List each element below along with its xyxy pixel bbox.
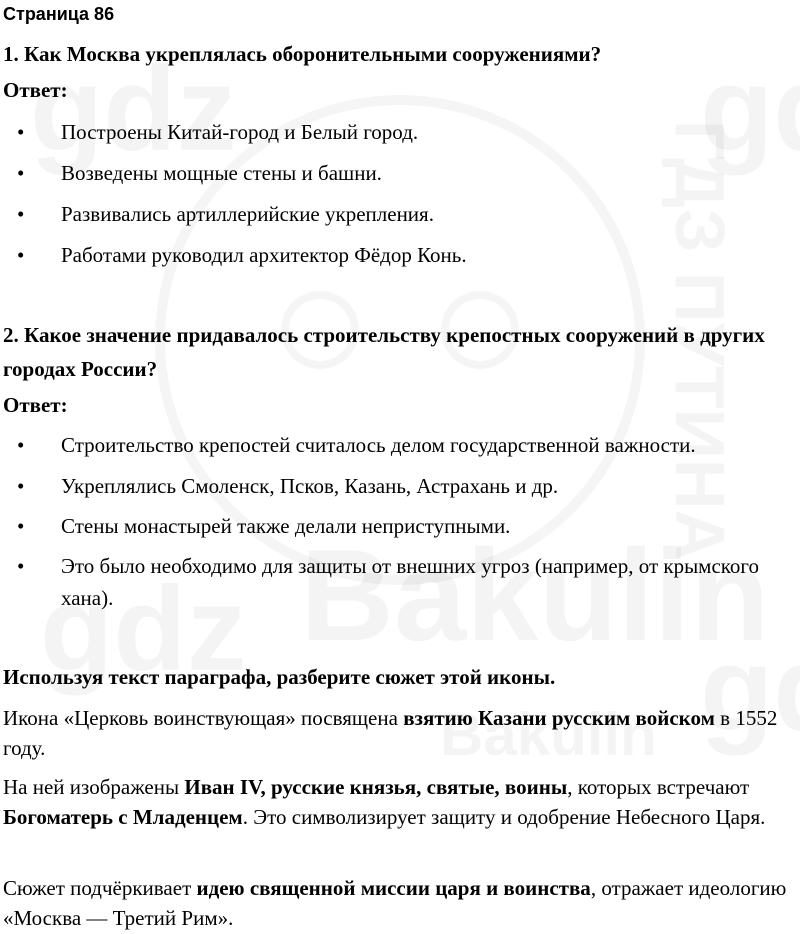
answer-label: Ответ: bbox=[3, 393, 68, 417]
paragraph: Сюжет подчёркивает идею священной миссии царя и воинства, отражает идеологию «Москва — Третий Рим». bbox=[3, 876, 787, 930]
question-2: 2. Какое значение придавалось строительству крепостных сооружений в других городах России? bbox=[3, 323, 765, 381]
answer-label: Ответ: bbox=[3, 78, 68, 102]
paragraph: На ней изображены Иван IV, русские князья, святые, воины, которых встречают Богоматерь с Младенцем. Это символизирует защиту и одобрение Небесного Царя. bbox=[3, 775, 766, 829]
question-1: 1. Как Москва укреплялась оборонительными сооружениями? bbox=[3, 42, 602, 66]
paragraph: Икона «Церковь воинствующая» посвящена взятию Казани русским войском в 1552 году. bbox=[3, 706, 778, 760]
page-label: Страница 86 bbox=[3, 4, 115, 24]
task-heading: Используя текст параграфа, разберите сюжет этой иконы. bbox=[3, 665, 556, 689]
